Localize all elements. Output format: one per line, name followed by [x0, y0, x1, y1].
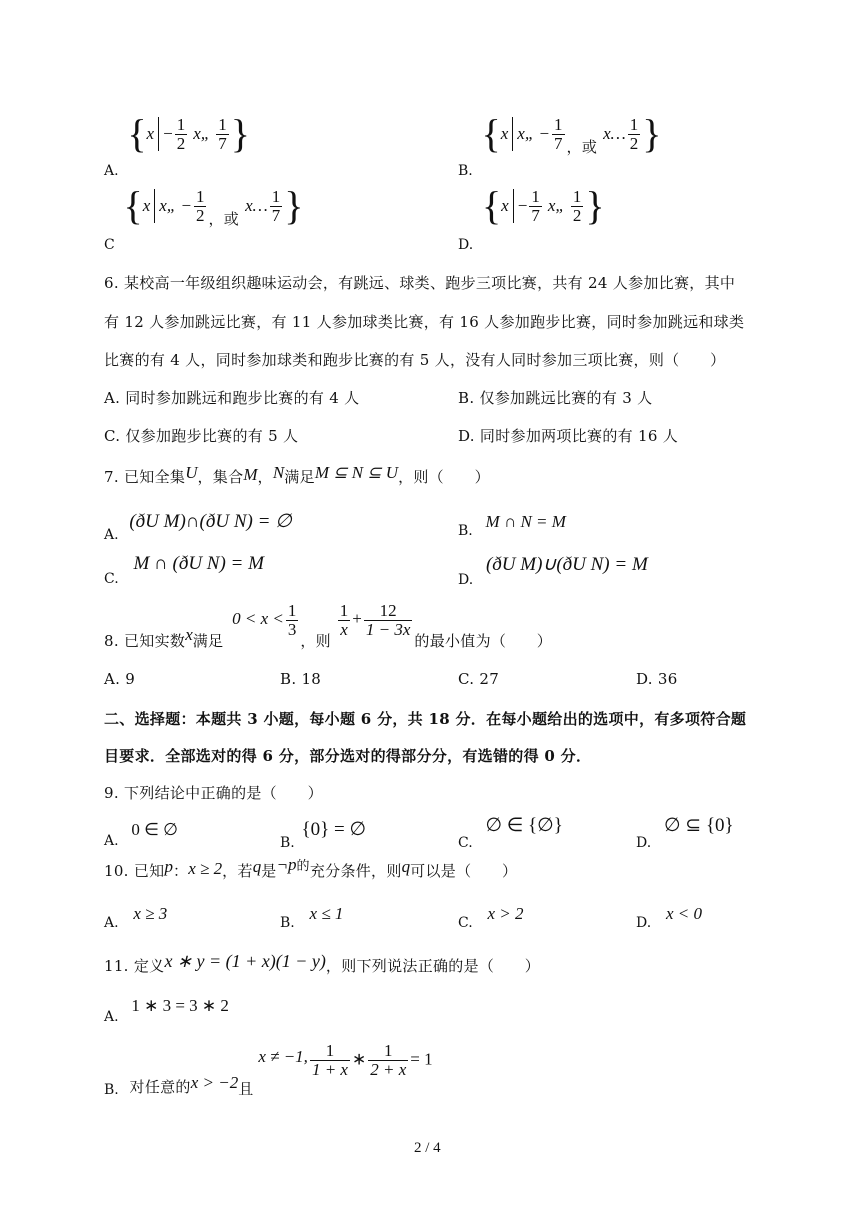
math-expr: (ðU M)∪(ðU N) = M — [485, 554, 648, 575]
math-expr: x ≤ 1 — [309, 904, 344, 923]
left-brace: { — [123, 183, 143, 228]
stem-text: ，则（ ） — [398, 468, 490, 486]
frac-num: 1 — [554, 114, 563, 134]
set-var: x — [500, 124, 509, 143]
q9-option-a — [104, 820, 178, 849]
q6-option-a: A. 同时参加跳远和跑步比赛的有 4 人 — [104, 389, 360, 407]
math-expr: {0} = ∅ — [301, 819, 367, 840]
stem-text: ，则 — [300, 632, 331, 651]
option-label: B. — [280, 835, 295, 851]
math-expr: 0 < x < — [232, 609, 284, 629]
option-label: A. — [104, 915, 119, 931]
stem-text: 是 — [261, 862, 277, 880]
set-var: x — [501, 196, 509, 215]
math-var: x — [185, 625, 193, 645]
q11-stem — [104, 951, 541, 976]
or-text: ，或 — [208, 209, 240, 228]
q5-option-b — [458, 111, 662, 179]
q8-option-a: A. 9 — [104, 670, 136, 688]
stem-text: ，若 — [222, 862, 253, 880]
q6-line-1: 6. 某校高一年级组织趣味运动会，有跳远、球类、跑步三项比赛，共有 24 人参加比赛，其中 — [104, 274, 736, 292]
minus-sign: − — [517, 196, 528, 215]
math-var: q — [401, 857, 411, 876]
frac-den: 2 — [176, 133, 186, 153]
math-var: N — [272, 463, 285, 482]
q7-option-a — [104, 510, 292, 543]
option-label: D. — [458, 237, 474, 253]
set-bar — [154, 189, 155, 223]
option-label: B. — [458, 523, 473, 539]
relation: x… — [603, 124, 626, 143]
stem-text: 对任意的 — [129, 1078, 191, 1097]
right-brace: } — [642, 111, 662, 156]
math-expr: 0 ∈ ∅ — [131, 820, 178, 839]
q10-option-c — [458, 904, 524, 931]
section-2-heading-line-1: 二、选择题：本题共 3 小题，每小题 6 分，共 18 分．在每小题给出的选项中，有多项符合题 — [104, 710, 747, 728]
math-expr: ∅ ∈ {∅} — [485, 815, 563, 836]
stem-text: 满足 — [192, 632, 224, 651]
q8-stem — [104, 601, 553, 651]
q6-line-2: 有 12 人参加跳远比赛，有 11 人参加球类比赛，有 16 人参加跑步比赛，同时参加跳远和球类 — [104, 313, 745, 331]
math-var: M — [243, 465, 258, 484]
q9-option-d — [636, 815, 734, 851]
q8-option-b: B. 18 — [280, 670, 322, 688]
frac-num: 12 — [364, 602, 413, 621]
frac-den: 7 — [554, 133, 563, 153]
option-label: C. — [458, 915, 473, 931]
math-expr: M ∩ N = M — [485, 512, 566, 531]
left-brace: { — [481, 183, 502, 228]
frac-den: 2 — [572, 205, 582, 225]
option-label: A. — [104, 163, 119, 179]
set-var: x — [142, 196, 151, 215]
q5-option-a — [104, 111, 250, 179]
option-label: C — [104, 237, 115, 253]
set-bar — [158, 117, 159, 151]
q5-option-d — [458, 183, 605, 253]
frac-num: 1 — [176, 114, 186, 134]
plus-sign: + — [352, 609, 362, 629]
math-expr: M ∩ (ðU N) = M — [133, 553, 264, 574]
math-expr: ∅ ⊆ {0} — [663, 815, 734, 836]
q10-option-b — [280, 904, 344, 931]
relation: x„ — [193, 124, 211, 143]
q5-option-c — [104, 183, 304, 253]
frac-num: 1 — [195, 186, 205, 206]
q7-option-b — [458, 512, 566, 539]
q7-option-c — [104, 553, 264, 587]
right-brace: } — [230, 111, 250, 156]
frac-num: 1 — [572, 186, 582, 206]
frac-den: 1 − 3x — [365, 619, 411, 639]
frac-den: 2 + x — [370, 1059, 407, 1079]
stem-text: 充分条件，则 — [309, 862, 402, 880]
math-var: q — [252, 857, 262, 876]
math-expr: ¬p — [276, 855, 297, 874]
frac-den: 7 — [531, 205, 540, 225]
math-var: U — [185, 463, 198, 482]
option-label: B. — [458, 163, 473, 179]
option-label: B. — [280, 915, 295, 931]
frac-den: 2 — [629, 133, 639, 153]
right-brace: } — [284, 183, 304, 228]
frac-den: 1 + x — [311, 1059, 348, 1079]
math-expr: x ≠ −1, — [258, 1047, 308, 1067]
option-label: B. — [104, 1082, 119, 1099]
option-label: D. — [636, 915, 652, 931]
stem-text: 10. 已知 — [104, 862, 165, 880]
q7-stem — [104, 463, 490, 487]
frac-den: 2 — [195, 205, 205, 225]
frac-num: 1 — [629, 114, 639, 134]
frac-num: 1 — [218, 114, 227, 134]
q9-option-c — [458, 815, 563, 851]
math-expr: x ≥ 3 — [133, 904, 168, 923]
left-brace: { — [127, 111, 147, 156]
q8-option-d: D. 36 — [636, 670, 678, 688]
stem-text: ： — [172, 862, 189, 880]
math-var: p — [164, 857, 173, 876]
option-label: A. — [104, 527, 119, 543]
math-expr: (ðU M)∩(ðU N) = ∅ — [129, 511, 292, 532]
frac-num: 1 — [368, 1042, 408, 1061]
stem-text: ，集合 — [197, 468, 244, 486]
relation: x… — [245, 196, 268, 215]
stem-text: 8. 已知实数 — [104, 632, 186, 651]
frac-num: 1 — [287, 601, 297, 620]
stem-text: 可以是（ ） — [410, 862, 518, 880]
option-label: D. — [458, 572, 474, 588]
left-brace: { — [481, 111, 501, 156]
math-expr: x > −2 — [190, 1073, 239, 1093]
option-label: D. — [636, 835, 652, 851]
math-expr: 1 ∗ 3 = 3 ∗ 2 — [131, 996, 229, 1015]
q11-option-b — [104, 1041, 433, 1099]
q7-option-d — [458, 553, 648, 588]
frac-den: x — [340, 619, 348, 639]
option-label: C. — [104, 571, 119, 587]
page-number: 2 / 4 — [414, 1140, 441, 1156]
frac-den: 7 — [218, 133, 227, 153]
minus-sign: − — [163, 124, 173, 143]
frac-den: 7 — [271, 205, 281, 225]
q8-option-c: C. 27 — [458, 670, 500, 688]
math-expr: = 1 — [410, 1049, 433, 1069]
right-brace: } — [585, 183, 605, 228]
relation: x„ — [547, 196, 565, 215]
relation: x„ − — [159, 196, 192, 215]
math-expr: x > 2 — [487, 904, 524, 923]
option-label: C. — [458, 835, 473, 851]
q11-option-a — [104, 996, 229, 1025]
set-bar — [513, 189, 514, 223]
q9-option-b — [280, 818, 367, 851]
frac-num: 1 — [531, 186, 540, 206]
frac-den: 3 — [287, 619, 297, 639]
q6-line-3: 比赛的有 4 人，同时参加球类和跑步比赛的有 5 人，没有人同时参加三项比赛，则（ ） — [104, 351, 726, 369]
frac-num: 1 — [339, 601, 349, 620]
stem-text: ，则下列说法正确的是（ ） — [325, 957, 541, 975]
q6-option-b: B. 仅参加跳远比赛的有 3 人 — [458, 389, 653, 407]
stem-text: 的 — [296, 859, 310, 874]
q10-option-d — [636, 904, 702, 931]
q6-option-c: C. 仅参加跑步比赛的有 5 人 — [104, 427, 299, 445]
stem-text: 满足 — [284, 468, 315, 486]
option-label: A. — [104, 1009, 119, 1025]
math-expr: x ≥ 2 — [188, 859, 223, 878]
q9-stem: 9. 下列结论中正确的是（ ） — [104, 784, 323, 802]
math-expr: x < 0 — [665, 904, 702, 923]
math-expr: M ⊆ N ⊆ U — [314, 463, 399, 482]
relation: x„ − — [517, 124, 551, 143]
star-operator: ∗ — [351, 1049, 367, 1069]
or-text: ，或 — [566, 137, 598, 156]
stem-text: 7. 已知全集 — [104, 468, 186, 486]
q10-option-a — [104, 904, 168, 931]
set-bar — [512, 117, 513, 151]
stem-text: 的最小值为（ ） — [414, 632, 553, 651]
frac-num: 1 — [271, 186, 281, 206]
option-label: A. — [104, 833, 119, 849]
q10-stem — [104, 855, 518, 881]
set-var: x — [146, 124, 155, 143]
stem-text: ， — [257, 468, 273, 486]
math-expr: x ∗ y = (1 + x)(1 − y) — [164, 951, 326, 971]
section-2-heading-line-2: 目要求．全部选对的得 6 分，部分选对的得部分分，有选错的得 0 分． — [104, 747, 592, 765]
stem-text: 11. 定义 — [104, 957, 165, 975]
q6-option-d: D. 同时参加两项比赛的有 16 人 — [458, 427, 679, 445]
frac-num: 1 — [310, 1042, 350, 1061]
stem-text: 且 — [238, 1080, 254, 1099]
